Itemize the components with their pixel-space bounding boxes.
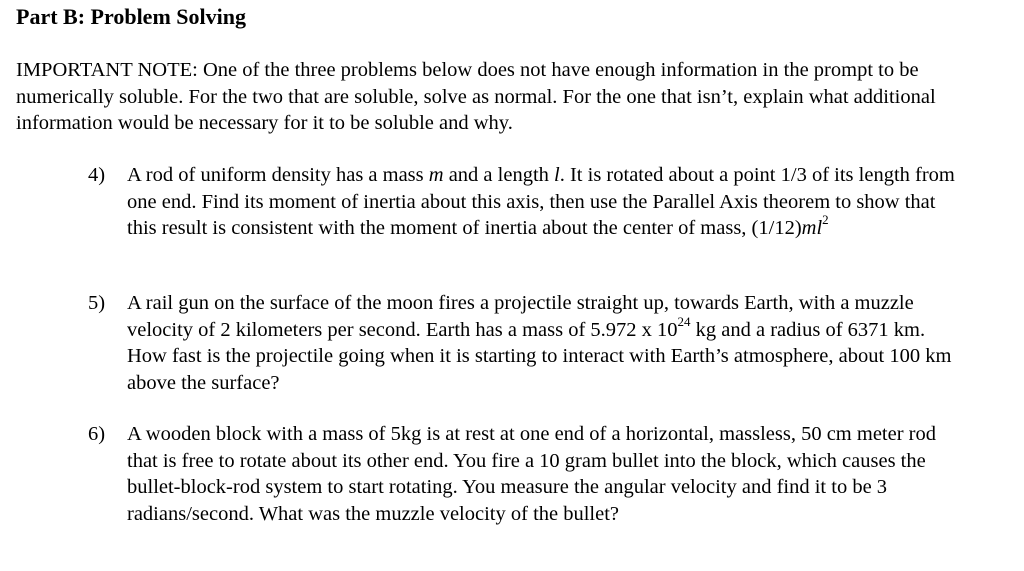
problem-4: [88, 162, 968, 242]
problem-number: 4): [88, 164, 106, 186]
exponent: 2: [822, 212, 829, 228]
problem-text: A rail gun on the surface of the moon fires a projectile straight up, towards Earth, with a muzzle velocity of 2 kilometers per second. Earth has a mass of 5.972 x $10^{24}$ kg and a radius of 6371 km. How fast is the projectile going when it is starting to interact with Earth’s atmosphere, about 100 km above the surface?: [127, 292, 952, 394]
exponent: 24: [677, 313, 691, 329]
section-heading: Part B: Problem Solving: [16, 4, 246, 29]
problem-text: A rod of uniform density has a mass m and a length l. It is rotated about a point 1/3 of its length from one end. Find its moment of inertia about this axis, then use the Parallel Axis theorem to show that this result is consistent with the moment of inertia about the center of mass, $(1/12)ml^2$: [127, 164, 955, 239]
variable-ml: ml: [801, 217, 823, 239]
problem-number: 5): [88, 292, 106, 314]
problem-5: [88, 290, 968, 396]
problem-number: 6): [88, 423, 106, 445]
variable-m: m: [428, 164, 444, 186]
problem-6: [88, 421, 968, 527]
problem-text: A wooden block with a mass of 5kg is at rest at one end of a horizontal, massless, 50 cm meter rod that is free to rotate about its other end. You fire a 10 gram bullet into the block, which causes the bullet-block-rod system to start rotating. You measure the angular velocity and find it to be 3 radians/second. What was the muzzle velocity of the bullet?: [127, 423, 936, 525]
variable-l: l: [554, 164, 560, 186]
important-note: IMPORTANT NOTE: One of the three problems below does not have enough information in the prompt to be numerically soluble. For the two that are soluble, solve as normal. For the one that isn’t, explain what additional information would be necessary for it to be soluble and why.: [16, 59, 936, 134]
